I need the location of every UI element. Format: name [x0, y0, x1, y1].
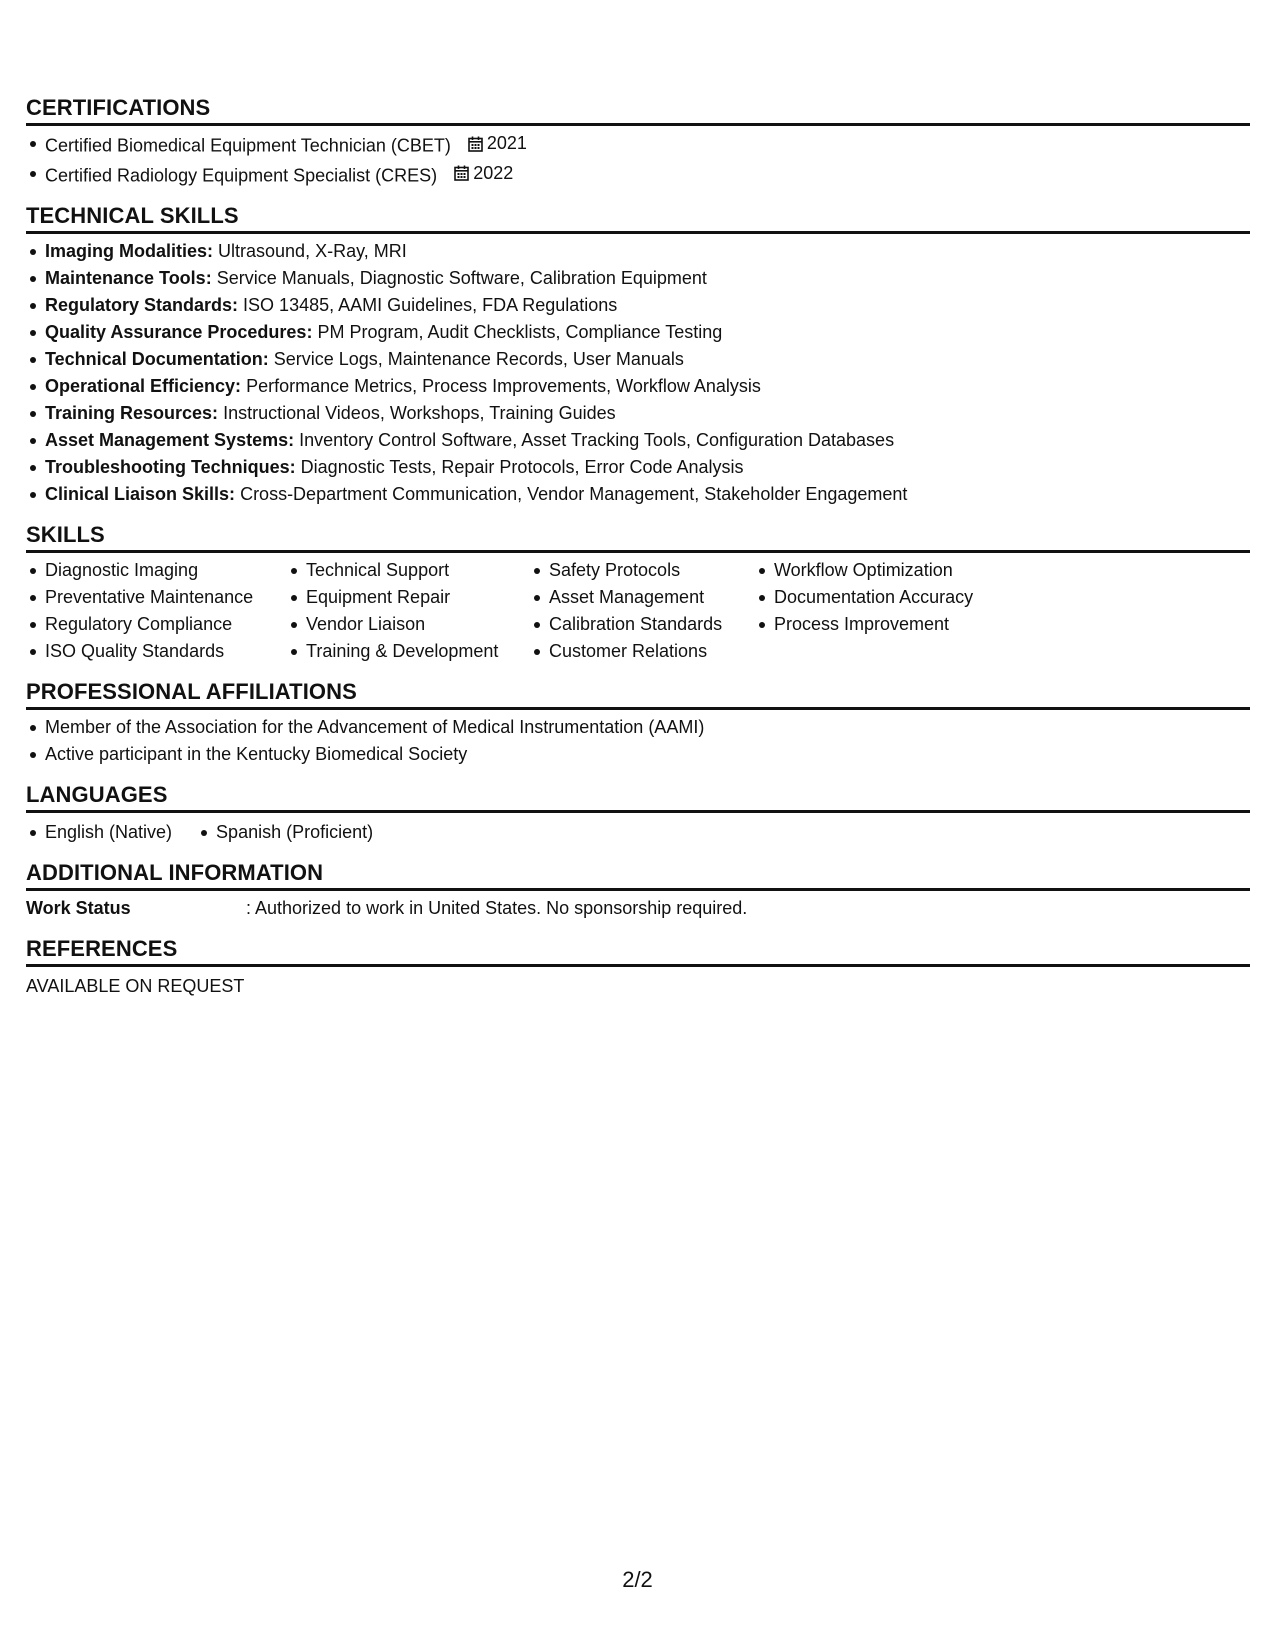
technical-skill-value: Service Logs, Maintenance Records, User Manuals — [268, 349, 684, 369]
calendar-icon — [454, 165, 469, 181]
calendar-icon — [468, 136, 483, 152]
technical-skill-value: PM Program, Audit Checklists, Compliance Testing — [312, 322, 723, 342]
work-status-row — [26, 895, 1250, 922]
language-item: English (Native) — [26, 819, 172, 846]
section-title-languages: LANGUAGES — [26, 781, 1250, 813]
certification-date — [454, 160, 513, 187]
skill-item: Safety Protocols — [530, 557, 755, 584]
certification-name: Certified Radiology Equipment Specialist (CRES) — [45, 165, 438, 185]
technical-skill-item — [26, 238, 1250, 265]
skill-item: Diagnostic Imaging — [26, 557, 287, 584]
affiliations-list — [26, 714, 1250, 768]
technical-skill-label: Troubleshooting Techniques: — [45, 457, 296, 477]
certification-item — [26, 160, 1250, 190]
work-status-label: Work Status — [26, 898, 131, 918]
skill-item: Process Improvement — [755, 611, 1015, 638]
technical-skill-label: Quality Assurance Procedures: — [45, 322, 313, 342]
skill-item: Documentation Accuracy — [755, 584, 1015, 611]
languages-list-wrapper — [26, 819, 1250, 846]
skill-item: Workflow Optimization — [755, 557, 1015, 584]
technical-skill-value: Performance Metrics, Process Improvements, Workflow Analysis — [241, 376, 761, 396]
skill-item: Training & Development — [287, 638, 530, 665]
technical-skill-value: Diagnostic Tests, Repair Protocols, Error Code Analysis — [295, 457, 744, 477]
languages-list — [26, 819, 373, 846]
languages-section — [26, 781, 1250, 846]
skill-item: Regulatory Compliance — [26, 611, 287, 638]
technical-skill-item — [26, 481, 1250, 508]
skill-item: Customer Relations — [530, 638, 755, 665]
technical-skill-label: Clinical Liaison Skills: — [45, 484, 236, 504]
technical-skill-label: Training Resources: — [45, 403, 219, 423]
technical-skill-value: Ultrasound, X-Ray, MRI — [213, 241, 407, 261]
technical-skill-item — [26, 292, 1250, 319]
references-section — [26, 935, 1250, 1000]
skill-item: ISO Quality Standards — [26, 638, 287, 665]
work-status-value: : Authorized to work in United States. No sponsorship required. — [246, 898, 748, 918]
skill-item: Technical Support — [287, 557, 530, 584]
technical-skill-label: Operational Efficiency: — [45, 376, 242, 396]
additional-information-section — [26, 859, 1250, 922]
section-title-affiliations: PROFESSIONAL AFFILIATIONS — [26, 678, 1250, 710]
skill-item: Equipment Repair — [287, 584, 530, 611]
technical-skill-item — [26, 454, 1250, 481]
skills-grid — [26, 557, 1250, 665]
certification-name: Certified Biomedical Equipment Technician (CBET) — [45, 135, 451, 156]
skills-column — [755, 557, 1015, 665]
section-title-skills: SKILLS — [26, 521, 1250, 553]
technical-skill-label: Technical Documentation: — [45, 349, 269, 369]
section-title-certifications: CERTIFICATIONS — [26, 94, 1250, 126]
skills-column — [530, 557, 755, 665]
technical-skill-item — [26, 373, 1250, 400]
language-item: Spanish (Proficient) — [197, 819, 373, 846]
skills-column — [287, 557, 530, 665]
skill-item: Calibration Standards — [530, 611, 755, 638]
technical-skill-label: Maintenance Tools: — [45, 268, 212, 288]
technical-skill-item — [26, 319, 1250, 346]
technical-skill-label: Imaging Modalities: — [45, 241, 214, 261]
technical-skill-value: Instructional Videos, Workshops, Training Guides — [218, 403, 616, 423]
technical-skill-value: Service Manuals, Diagnostic Software, Calibration Equipment — [211, 268, 707, 288]
certifications-section — [26, 94, 1250, 189]
certification-date — [468, 130, 527, 157]
technical-skill-item — [26, 265, 1250, 292]
technical-skill-value: Cross-Department Communication, Vendor Management, Stakeholder Engagement — [235, 484, 908, 504]
certification-year: 2022 — [473, 162, 514, 183]
technical-skill-item — [26, 400, 1250, 427]
skill-item: Asset Management — [530, 584, 755, 611]
page-number: 2/2 — [622, 1567, 653, 1592]
technical-skill-label: Asset Management Systems: — [45, 430, 295, 450]
technical-skill-label: Regulatory Standards: — [45, 295, 239, 315]
affiliation-item: Member of the Association for the Advancement of Medical Instrumentation (AAMI) — [26, 714, 1250, 741]
technical-skill-item — [26, 427, 1250, 454]
skill-item: Preventative Maintenance — [26, 584, 287, 611]
skills-section — [26, 521, 1250, 665]
certifications-list — [26, 130, 1250, 189]
affiliations-section — [26, 678, 1250, 768]
references-text: AVAILABLE ON REQUEST — [26, 976, 245, 996]
section-title-additional-information: ADDITIONAL INFORMATION — [26, 859, 1250, 891]
affiliation-item: Active participant in the Kentucky Biomedical Society — [26, 741, 1250, 768]
skill-item: Vendor Liaison — [287, 611, 530, 638]
technical-skills-list — [26, 238, 1250, 508]
technical-skill-value: Inventory Control Software, Asset Tracking Tools, Configuration Databases — [294, 430, 895, 450]
technical-skills-section — [26, 202, 1250, 508]
section-title-references: REFERENCES — [26, 935, 1250, 967]
resume-page — [26, 94, 1250, 1000]
technical-skill-value: ISO 13485, AAMI Guidelines, FDA Regulations — [238, 295, 618, 315]
certification-year: 2021 — [486, 133, 527, 153]
technical-skill-item — [26, 346, 1250, 373]
certification-item — [26, 130, 1250, 160]
section-title-technical-skills: TECHNICAL SKILLS — [26, 202, 1250, 234]
skills-column — [26, 557, 287, 665]
